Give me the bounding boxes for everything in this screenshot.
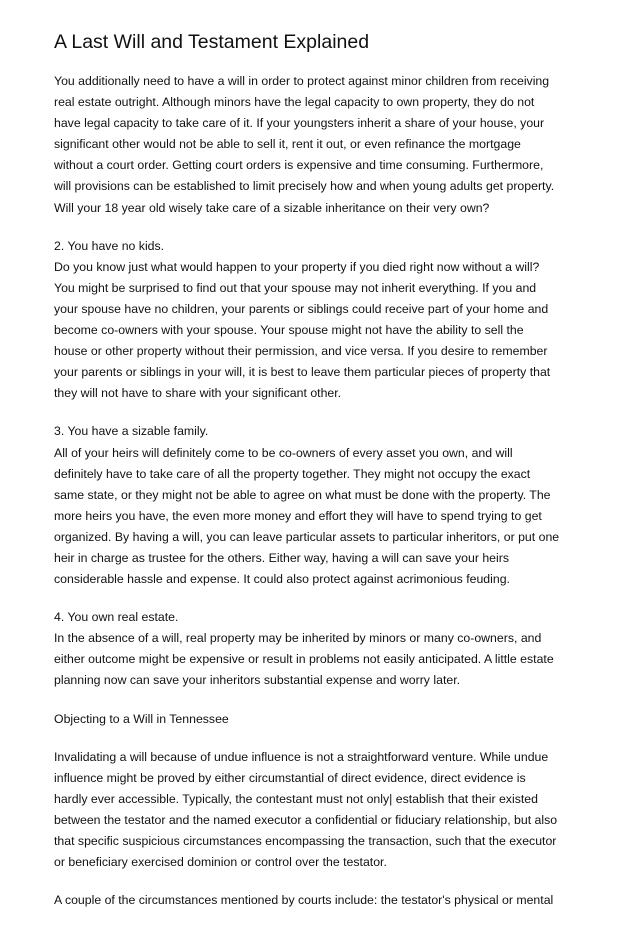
- text-line: or beneficiary exercised dominion or control over the testator.: [54, 855, 387, 870]
- text-line: 4. You own real estate.: [54, 610, 179, 625]
- paragraph-objecting-heading: [54, 709, 584, 730]
- text-line: All of your heirs will definitely come to be co-owners of every asset you own, and will: [54, 445, 513, 460]
- text-line: significant other would not be able to sell it, rent it out, or even refinance the mortgage: [54, 137, 521, 152]
- text-line: influence might be proved by either circumstantial of direct evidence, direct evidence is: [54, 770, 526, 785]
- text-line: hardly ever accessible. Typically, the contestant must not only| establish that their existed: [54, 791, 538, 806]
- text-line: Objecting to a Will in Tennessee: [54, 711, 229, 726]
- text-line: real estate outright. Although minors have the legal capacity to own property, they do not: [54, 95, 535, 110]
- text-line: same state, or they might not be able to agree on what must be done with the property. The: [54, 487, 551, 502]
- text-line: Do you know just what would happen to your property if you died right now without a will?: [54, 259, 540, 274]
- paragraph-undue-influence: [54, 747, 584, 874]
- text-line: definitely have to take care of all the property together. They might not occupy the exact: [54, 466, 531, 481]
- text-line: heir in charge as trustee for the others. Either way, having a will can save your heirs: [54, 550, 509, 565]
- text-line: become co-owners with your spouse. Your spouse might not have the ability to sell the: [54, 323, 524, 338]
- text-line: planning now can save your inheritors substantial expense and worry later.: [54, 673, 461, 688]
- text-line: your spouse have no children, your parents or siblings could receive part of your home and: [54, 301, 549, 316]
- text-line: 2. You have no kids.: [54, 238, 165, 253]
- paragraph-intro: [54, 71, 584, 219]
- text-line: considerable hassle and expense. It could also protect against acrimonious feuding.: [54, 572, 510, 587]
- paragraph-no-kids: [54, 236, 584, 405]
- paragraph-sizable-family: [54, 421, 584, 590]
- text-line: they will not have to share with your significant other.: [54, 386, 342, 401]
- text-line: You additionally need to have a will in order to protect against minor children from receiving: [54, 74, 550, 88]
- paragraph-real-estate: [54, 607, 584, 691]
- text-line: will provisions can be established to limit precisely how and when young adults get property.: [54, 179, 555, 194]
- text-line: either outcome might be expensive or result in problems not easily anticipated. A little estate: [54, 652, 554, 667]
- text-line: more heirs you have, the even more money and effort they will have to spend trying to get: [54, 508, 542, 523]
- text-line: Invalidating a will because of undue influence is not a straightforward venture. While undue: [54, 749, 549, 764]
- text-line: In the absence of a will, real property may be inherited by minors or many co-owners, and: [54, 631, 542, 646]
- document-body: [54, 71, 584, 911]
- text-line: organized. By having a will, you can leave particular assets to particular inheritors, or put one: [54, 529, 560, 544]
- text-line: your parents or siblings in your will, it is best to leave them particular pieces of property that: [54, 365, 551, 380]
- text-line: that specific suspicious circumstances encompassing the transaction, such that the executor: [54, 834, 557, 848]
- text-line: You might be surprised to find out that your spouse may not inherit everything. If you and: [54, 280, 537, 295]
- text-line: without a court order. Getting court orders is expensive and time consuming. Furthermore,: [54, 158, 544, 173]
- document-page: [54, 30, 584, 928]
- text-line: 3. You have a sizable family.: [54, 424, 209, 439]
- document-title: A Last Will and Testament Explained: [54, 31, 370, 53]
- text-line: between the testator and the named executor a confidential or fiduciary relationship, but also: [54, 812, 558, 827]
- text-line: Will your 18 year old wisely take care of a sizable inheritance on their very own?: [54, 200, 490, 215]
- text-line: house or other property without their permission, and vice versa. If you desire to remember: [54, 344, 548, 359]
- text-line: have legal capacity to take care of it. If your youngsters inherit a share of your house, your: [54, 116, 545, 131]
- text-line: A couple of the circumstances mentioned by courts include: the testator's physical or mental: [54, 893, 554, 908]
- paragraph-circumstances: [54, 890, 584, 911]
